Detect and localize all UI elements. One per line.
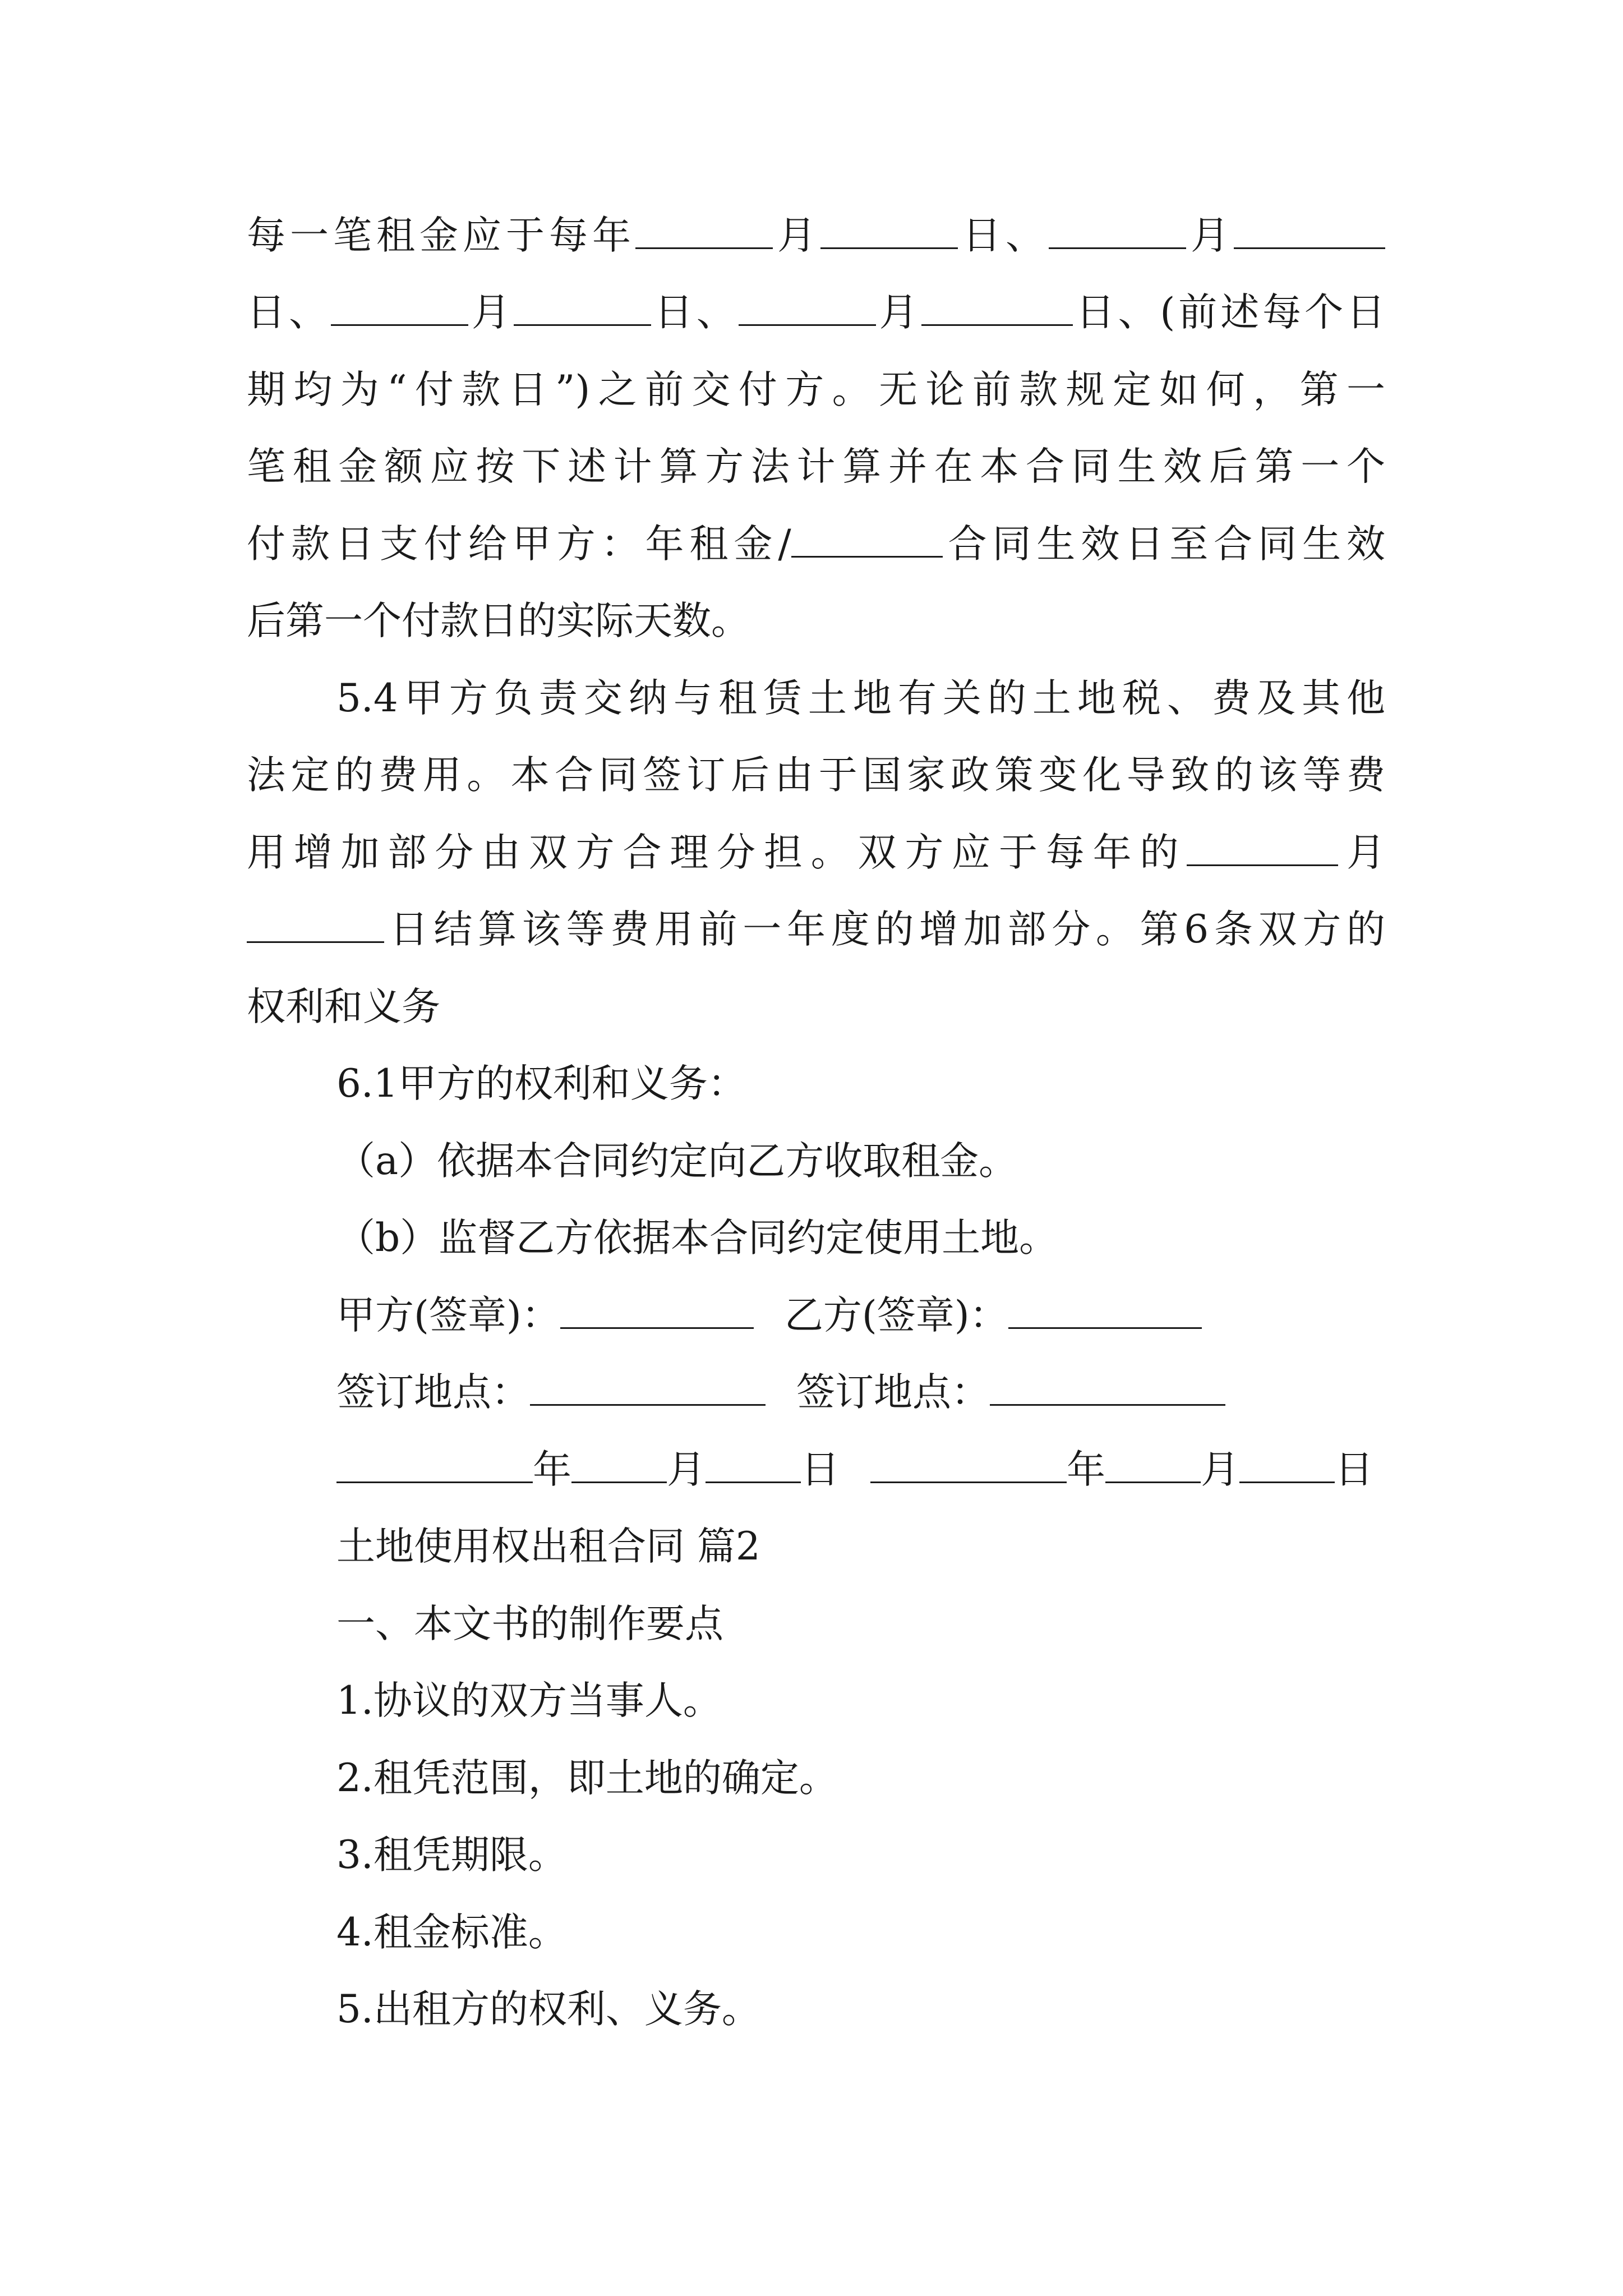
list-item: 2.租凭范围，即土地的确定。 bbox=[336, 1756, 838, 1801]
fill-in-blank bbox=[1234, 213, 1385, 249]
paragraph-line: 日、 月 日、 月 日、(前述每个日 bbox=[247, 290, 1386, 335]
list-item: （b）监督乙方依据本合同约定使用土地。 bbox=[336, 1216, 1058, 1260]
list-item: 3.租凭期限。 bbox=[336, 1833, 567, 1878]
paragraph-line: 用增加部分由双方合理分担。双方应于每年的 月 bbox=[247, 830, 1386, 875]
paragraph-line: 后第一个付款日的实际天数。 bbox=[247, 599, 750, 643]
paragraph-line: 日结算该等费用前一年度的增加部分。第6条双方的 bbox=[247, 904, 1385, 955]
place-blank bbox=[990, 1369, 1225, 1406]
paragraph-line: 笔租金额应按下述计算方法计算并在本合同生效后第一个 bbox=[247, 444, 1385, 489]
paragraph-line: 期均为“付款日”)之前交付方。无论前款规定如何，第一 bbox=[247, 367, 1385, 412]
paragraph-line: 法定的费用。本合同签订后由于国家政策变化导致的该等费 bbox=[247, 753, 1385, 798]
fill-in-blank bbox=[791, 521, 943, 558]
fill-in-blank bbox=[1187, 830, 1338, 866]
date-blank bbox=[1239, 1447, 1335, 1483]
date-blank bbox=[1105, 1447, 1201, 1483]
fill-in-blank bbox=[1049, 213, 1186, 249]
fill-in-blank bbox=[739, 289, 876, 326]
date-blank bbox=[571, 1447, 667, 1483]
place-blank bbox=[530, 1369, 766, 1406]
date-blank bbox=[870, 1447, 1067, 1483]
fill-in-blank bbox=[331, 289, 468, 326]
section-heading: 一、本文书的制作要点 bbox=[336, 1602, 723, 1646]
fill-in-blank bbox=[635, 213, 773, 249]
paragraph-line: 付款日支付给甲方：年租金/ 合同生效日至合同生效 bbox=[247, 522, 1386, 567]
signature-line: 甲方(签章)： 乙方(签章)： bbox=[336, 1290, 1202, 1341]
fill-in-blank bbox=[921, 289, 1073, 326]
date-blank bbox=[706, 1447, 801, 1483]
fill-in-blank bbox=[247, 907, 384, 943]
fill-in-blank bbox=[820, 213, 958, 249]
list-item: 5.出租方的权利、义务。 bbox=[336, 1987, 760, 2032]
paragraph-line: 5.4甲方负责交纳与租赁土地有关的土地税、费及其他 bbox=[336, 676, 1385, 721]
date-line: 年 月 日 年 月 日 bbox=[336, 1444, 1373, 1495]
paragraph-line: 每一笔租金应于每年 月 日、 月 bbox=[247, 210, 1385, 261]
list-item: 1.协议的双方当事人。 bbox=[336, 1678, 722, 1723]
signature-blank bbox=[560, 1292, 754, 1329]
date-blank bbox=[336, 1447, 533, 1483]
list-item: 4.租金标准。 bbox=[336, 1910, 567, 1955]
fill-in-blank bbox=[514, 289, 651, 326]
paragraph-line: 权利和义务 bbox=[247, 984, 440, 1029]
list-item: （a）依据本合同约定向乙方收取租金。 bbox=[336, 1139, 1018, 1184]
document-title: 土地使用权出租合同 篇2 bbox=[336, 1524, 760, 1569]
signature-blank bbox=[1008, 1292, 1202, 1329]
signing-place-line: 签订地点： 签订地点： bbox=[336, 1367, 1225, 1418]
section-heading: 6.1甲方的权利和义务： bbox=[336, 1061, 746, 1106]
